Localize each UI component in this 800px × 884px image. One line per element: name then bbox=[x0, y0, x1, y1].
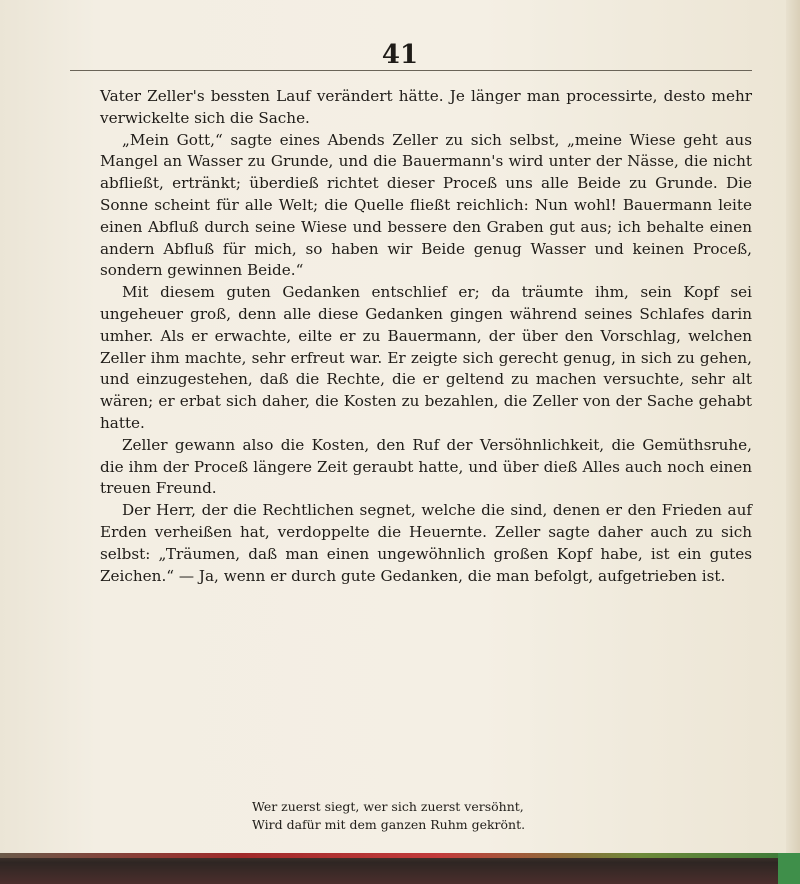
verse-line-1: Wer zuerst siegt, wer sich zuerst versöhnt, bbox=[252, 799, 524, 814]
page-edge-shadow bbox=[786, 0, 800, 853]
paragraph-3: Mit diesem guten Gedanken entschlief er; da träumte ihm, sein Kopf sei ungeheuer groß, denn alle diese Gedanken gingen während seines Schlafes darin umher. Als er erwachte, eilte er zu Bauermann, der über den Vorschlag, welchen Zeller ihm machte, sehr erfreut war. Er zeigte sich gerecht genug, in sich zu gehen, und einzugestehen, daß die Rechte, die er geltend zu machen versuchte, sehr alt wären; er erbat sich daher, die Kosten zu bezahlen, die Zeller von der Sache gehabt hatte. bbox=[100, 283, 752, 432]
body-text bbox=[100, 86, 752, 587]
closing-verse bbox=[252, 798, 732, 834]
paragraph-4: Zeller gewann also die Kosten, den Ruf der Versöhnlichkeit, die Gemüthsruhe, die ihm der Proceß längere Zeit geraubt hatte, und über dieß Alles auch noch einen treuen Freund. bbox=[100, 435, 752, 498]
colored-edge-stripe bbox=[0, 853, 800, 858]
verse-line-2: Wird dafür mit dem ganzen Ruhm gekrönt. bbox=[252, 817, 526, 832]
page-number: 41 bbox=[381, 40, 419, 70]
green-edge-corner bbox=[778, 853, 800, 884]
paragraph-2: „Mein Gott,“ sagte eines Abends Zeller zu sich selbst, „meine Wiese geht aus Mangel an Wasser zu Grunde, und die Bauermann's wird unter der Nässe, die nicht abfließt, ertränkt; überdieß richtet dieser Proceß uns alle Beide zu Grunde. Die Sonne scheint für alle Welt; die Quelle fließt reichlich: Nun wohl! Bauermann leite einen Abfluß durch seine Wiese und bessere den Graben gut aus; ich behalte einen andern Abfluß für mich, so haben wir Beide genug Wasser und keinen Proceß, sondern gewinnen Beide.“ bbox=[100, 130, 752, 280]
paragraph-5: Der Herr, der die Rechtlichen segnet, welche die sind, denen er den Frieden auf Erden verheißen hat, verdoppelte die Heuernte. Zeller sagte daher auch zu sich selbst: „Träumen, daß man einen ungewöhnlich großen Kopf habe, ist ein gutes Zeichen.“ — Ja, wenn er durch gute Gedanken, die man befolgt, aufgetrieben ist. bbox=[100, 501, 752, 585]
header-rule bbox=[70, 70, 752, 71]
paragraph-1: Vater Zeller's bessten Lauf verändert hätte. Je länger man processirte, desto mehr verwickelte sich die Sache. bbox=[100, 87, 752, 127]
book-edge-band bbox=[0, 853, 800, 884]
